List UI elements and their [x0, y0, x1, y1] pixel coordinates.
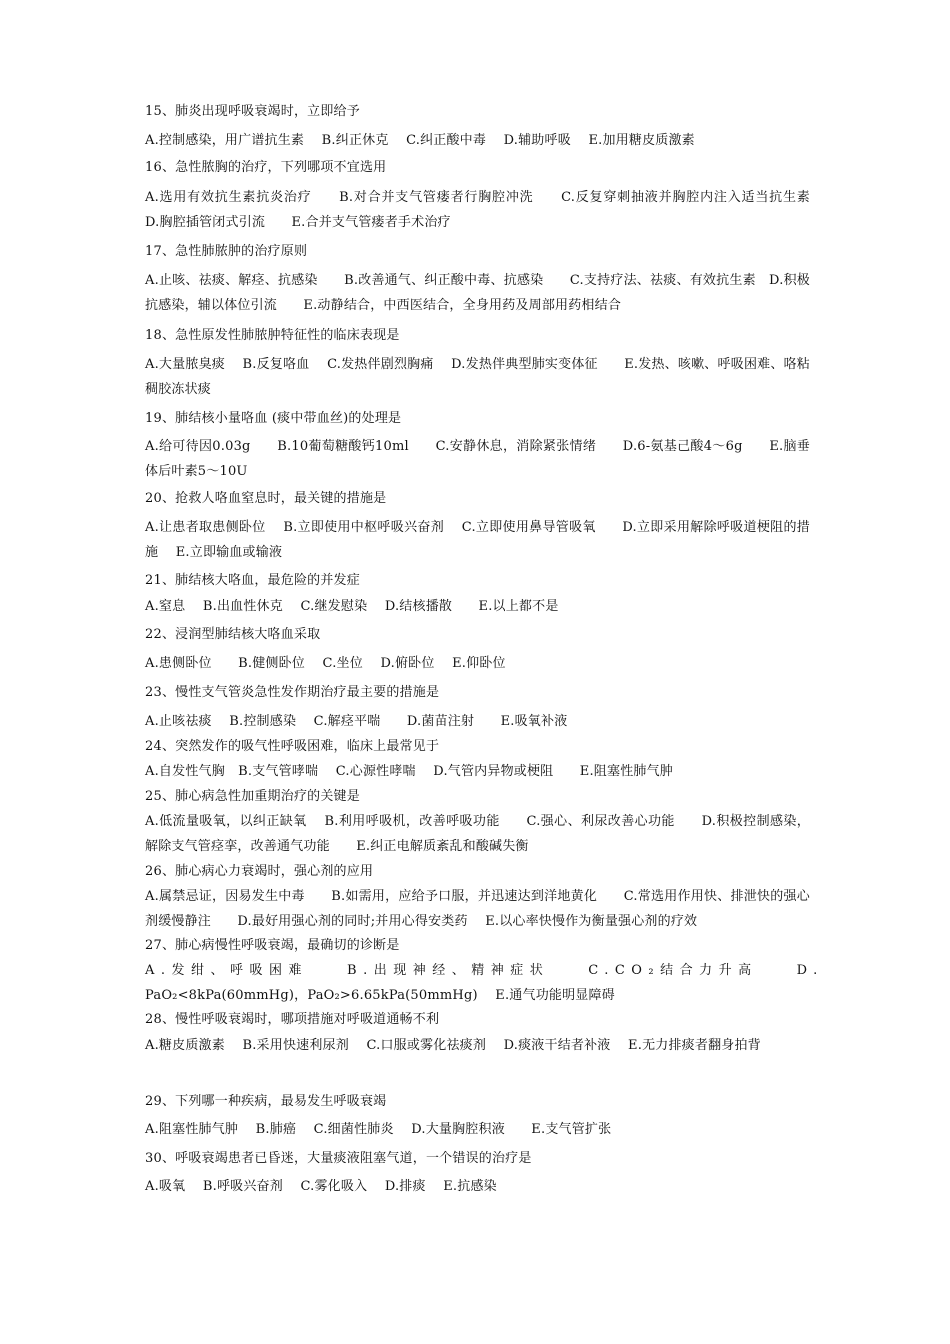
options-25: A.低流量吸氧，以纠正缺氧 B.利用呼吸机，改善呼吸功能 C.强心、利尿改善心功能 D.积极控制感染，解除支气管痉挛，改善通气功能 E.纠正电解质紊乱和酸碱失衡	[145, 814, 810, 854]
options-15: A.控制感染，用广谱抗生素 B.纠正休克 C.纠正酸中毒 D.辅助呼吸 E.加用糖皮质激素	[145, 133, 695, 148]
question-16: 16、急性脓胸的治疗，下列哪项不宜选用	[145, 160, 387, 175]
options-21: A.窒息 B.出血性休克 C.继发慰染 D.结核播散 E.以上都不是	[145, 599, 559, 614]
question-30: 30、呼吸衰竭患者已昏迷，大量痰液阻塞气道，一个错误的治疗是	[145, 1151, 532, 1166]
options-30: A.吸氧 B.呼吸兴奋剂 C.雾化吸入 D.排痰 E.抗感染	[145, 1179, 497, 1194]
options-27-line2: PaO₂<8kPa(60mmHg)，PaO₂>6.65kPa(50mmHg) E.通气功能明显障碍	[145, 988, 615, 1003]
question-25: 25、肺心病急性加重期治疗的关键是	[145, 789, 360, 804]
options-20: A.让患者取患侧卧位 B.立即使用中枢呼吸兴奋剂 C.立即使用鼻导管吸氧 D.立即采用解除呼吸道梗阻的措施 E.立即输血或输液	[145, 520, 810, 560]
question-23: 23、慢性支气管炎急性发作期治疗最主要的措施是	[145, 685, 440, 700]
question-29: 29、下列哪一种疾病，最易发生呼吸衰竭	[145, 1094, 387, 1109]
question-22: 22、浸润型肺结核大咯血采取	[145, 627, 321, 642]
options-17: A.止咳、祛痰、解痉、抗感染 B.改善通气、纠正酸中毒、抗感染 C.支持疗法、祛痰、有效抗生素 D.积极抗感染，辅以体位引流 E.动静结合，中西医结合，全身用药及周部用药相结合	[145, 273, 810, 313]
question-24: 24、突然发作的吸气性呼吸困难，临床上最常见于	[145, 739, 440, 754]
question-26: 26、肺心病心力衰竭时，强心剂的应用	[145, 864, 374, 879]
options-26: A.属禁忌证，因易发生中毒 B.如需用，应给予口服，并迅速达到洋地黄化 C.常选用作用快、排泄快的强心剂缓慢静注 D.最好用强心剂的同时;并用心得安类药 E.以心率快慢作为衡量强心剂的疗效	[145, 889, 810, 929]
options-18: A.大量脓臭痰 B.反复咯血 C.发热伴剧烈胸痛 D.发热伴典型肺实变体征 E.发热、咳嗽、呼吸困难、咯粘稠胶冻状痰	[145, 357, 810, 397]
options-23: A.止咳祛痰 B.控制感染 C.解痉平喘 D.菌苗注射 E.吸氧补液	[145, 714, 568, 729]
options-29: A.阻塞性肺气肿 B.肺癌 C.细菌性肺炎 D.大量胸腔积液 E.支气管扩张	[145, 1122, 612, 1137]
question-28: 28、慢性呼吸衰竭时，哪项措施对呼吸道通畅不利	[145, 1012, 440, 1027]
question-27: 27、肺心病慢性呼吸衰竭，最确切的诊断是	[145, 938, 400, 953]
question-19: 19、肺结核小量咯血 (痰中带血丝)的处理是	[145, 411, 402, 426]
question-18: 18、急性原发性肺脓肿特征性的临床表现是	[145, 328, 400, 343]
options-27-line1: A.发绀、呼吸困难 B.出现神经、精神症状 C.CO₂结合力升高 D.	[145, 963, 824, 978]
options-19: A.给可待因0.03g B.10葡萄糖酸钙10ml C.安静休息，消除紧张情绪 D.6-氨基己酸4～6g E.脑垂体后叶素5～10U	[145, 439, 810, 479]
options-16: A.选用有效抗生素抗炎治疗 B.对合并支气管瘘者行胸腔冲洗 C.反复穿刺抽液并胸腔内注入适当抗生素 D.胸腔插管闭式引流 E.合并支气管瘘者手术治疗	[145, 190, 837, 230]
question-17: 17、急性肺脓肿的治疗原则	[145, 244, 308, 259]
options-24: A.自发性气胸 B.支气管哮喘 C.心源性哮喘 D.气管内异物或梗阻 E.阻塞性肺气肿	[145, 764, 674, 779]
question-20: 20、抢救人咯血窒息时，最关键的措施是	[145, 491, 387, 506]
options-28: A.糖皮质激素 B.采用快速利尿剂 C.口服或雾化祛痰剂 D.痰液干结者补液 E.无力排痰者翻身拍背	[145, 1038, 761, 1053]
question-15: 15、肺炎出现呼吸衰竭时，立即给予	[145, 104, 360, 119]
options-22: A.患侧卧位 B.健侧卧位 C.坐位 D.俯卧位 E.仰卧位	[145, 656, 506, 671]
question-21: 21、肺结核大咯血，最危险的并发症	[145, 573, 360, 588]
